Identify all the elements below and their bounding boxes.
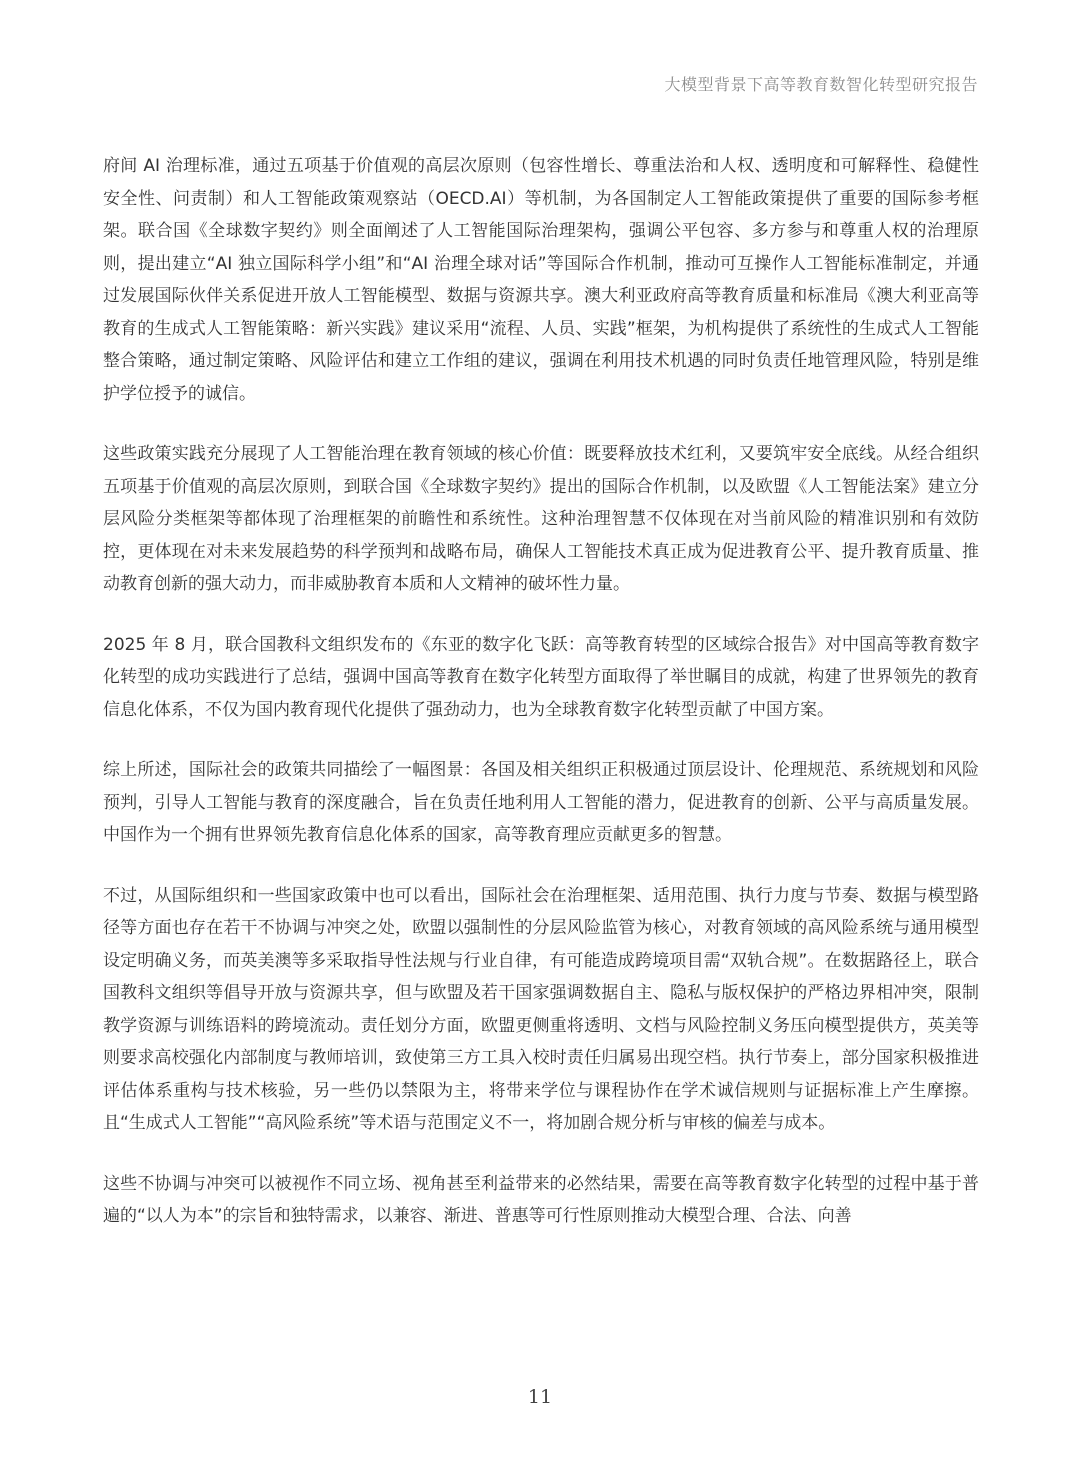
body-text [103, 150, 979, 1233]
paragraph-6: 这些不协调与冲突可以被视作不同立场、视角甚至利益带来的必然结果，需要在高等教育数字化转型的过程中基于普遍的“以人为本”的宗旨和独特需求，以兼容、渐进、普惠等可行性原则推动大模型合理、合法、向善 [103, 1173, 979, 1226]
paragraph-5: 不过，从国际组织和一些国家政策中也可以看出，国际社会在治理框架、适用范围、执行力度与节奏、数据与模型路径等方面也存在若干不协调与冲突之处，欧盟以强制性的分层风险监管为核心，对教育领域的高风险系统与通用模型设定明确义务，而英美澳等多采取指导性法规与行业自律，有可能造成跨境项目需“双轨合规”。在数据路径上，联合国教科文组织等倡导开放与资源共享，但与欧盟及若干国家强调数据自主、隐私与版权保护的严格边界相冲突，限制教学资源与训练语料的跨境流动。责任划分方面，欧盟更侧重将透明、文档与风险控制义务压向模型提供方，英美等则要求高校强化内部制度与教师培训，致使第三方工具入校时责任归属易出现空档。执行节奏上，部分国家积极推进评估体系重构与技术核验，另一些仍以禁限为主，将带来学位与课程协作在学术诚信规则与证据标准上产生摩擦。且“生成式人工智能”“高风险系统”等术语与范围定义不一，将加剧合规分析与审核的偏差与成本。 [103, 885, 979, 1133]
paragraph-1: 府间 AI 治理标准，通过五项基于价值观的高层次原则（包容性增长、尊重法治和人权、透明度和可解释性、稳健性安全性、问责制）和人工智能政策观察站（OECD.AI）等机制，为各国制定人工智能政策提供了重要的国际参考框架。联合国《全球数字契约》则全面阐述了人工智能国际治理架构，强调公平包容、多方参与和尊重人权的治理原则，提出建立“AI 独立国际科学小组”和“AI 治理全球对话”等国际合作机制，推动可互操作人工智能标准制定，并通过发展国际伙伴关系促进开放人工智能模型、数据与资源共享。澳大利亚政府高等教育质量和标准局《澳大利亚高等教育的生成式人工智能策略：新兴实践》建议采用“流程、人员、实践”框架，为机构提供了系统性的生成式人工智能整合策略，通过制定策略、风险评估和建立工作组的建议，强调在利用技术机遇的同时负责任地管理风险，特别是维护学位授予的诚信。 [103, 156, 979, 404]
paragraph-2: 这些政策实践充分展现了人工智能治理在教育领域的核心价值：既要释放技术红利，又要筑牢安全底线。从经合组织五项基于价值观的高层次原则，到联合国《全球数字契约》提出的国际合作机制，以及欧盟《人工智能法案》建立分层风险分类框架等都体现了治理框架的前瞻性和系统性。这种治理智慧不仅体现在对当前风险的精准识别和有效防控，更体现在对未来发展趋势的科学预判和战略布局，确保人工智能技术真正成为促进教育公平、提升教育质量、推动教育创新的强大动力，而非威胁教育本质和人文精神的破坏性力量。 [103, 444, 979, 594]
paragraph-4: 综上所述，国际社会的政策共同描绘了一幅图景：各国及相关组织正积极通过顶层设计、伦理规范、系统规划和风险预判，引导人工智能与教育的深度融合，旨在负责任地利用人工智能的潜力，促进教育的创新、公平与高质量发展。中国作为一个拥有世界领先教育信息化体系的国家，高等教育理应贡献更多的智慧。 [103, 760, 979, 845]
paragraph-3: 2025 年 8 月，联合国教科文组织发布的《东亚的数字化飞跃：高等教育转型的区域综合报告》对中国高等教育数字化转型的成功实践进行了总结，强调中国高等教育在数字化转型方面取得了举世瞩目的成就，构建了世界领先的教育信息化体系，不仅为国内教育现代化提供了强劲动力，也为全球教育数字化转型贡献了中国方案。 [103, 634, 979, 720]
running-header: 大模型背景下高等教育数智化转型研究报告 [664, 75, 978, 94]
page-number: 11 [527, 1386, 553, 1408]
